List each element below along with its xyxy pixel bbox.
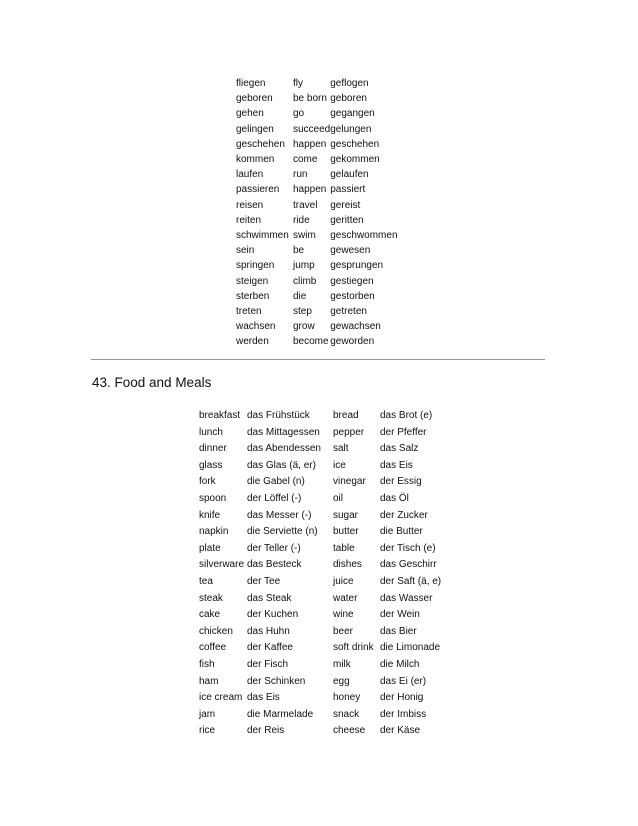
- food-row: [199, 707, 460, 724]
- verb-english: travel: [293, 199, 318, 211]
- food-german: die Marmelade: [247, 708, 314, 720]
- food-german: der Essig: [380, 476, 422, 488]
- food-german: das Abendessen: [247, 443, 321, 455]
- verb-row: [236, 122, 410, 137]
- food-english: pepper: [333, 426, 365, 438]
- verb-row: [236, 198, 410, 213]
- verb-row: [236, 76, 410, 91]
- verb-infinitive: geboren: [236, 93, 273, 105]
- food-german: die Butter: [380, 526, 423, 538]
- verb-infinitive: laufen: [236, 169, 264, 181]
- food-german: das Geschirr: [380, 559, 437, 571]
- verb-infinitive: treten: [236, 306, 262, 318]
- verb-english: grow: [293, 321, 315, 333]
- verb-row: [236, 182, 410, 197]
- food-german: der Kaffee: [247, 642, 293, 654]
- food-german: der Saft (ä, e): [380, 575, 442, 587]
- food-german: das Bier: [380, 625, 417, 637]
- food-row: [199, 674, 460, 691]
- verb-participle: gelungen: [330, 123, 372, 135]
- verb-infinitive: geschehen: [236, 138, 285, 150]
- verb-english: go: [293, 108, 305, 120]
- food-english: breakfast: [199, 410, 241, 421]
- food-german: das Eis: [247, 692, 280, 704]
- food-german: der Honig: [380, 692, 424, 704]
- verb-row: [236, 228, 410, 243]
- verb-row: [236, 91, 410, 106]
- food-english: wine: [333, 609, 354, 621]
- verb-row: [236, 289, 410, 304]
- verb-infinitive: sein: [236, 245, 255, 257]
- food-english: coffee: [199, 642, 227, 654]
- section-divider: [91, 359, 545, 360]
- food-german: der Tee: [247, 575, 281, 587]
- verb-participle: gelaufen: [330, 169, 369, 181]
- food-german: der Imbiss: [380, 708, 427, 720]
- food-english: sugar: [333, 509, 359, 521]
- verb-row: [236, 106, 410, 121]
- food-english: lunch: [199, 426, 223, 438]
- verb-participle: geflogen: [330, 78, 369, 89]
- food-english: egg: [333, 675, 350, 687]
- food-english: silverware: [199, 559, 245, 571]
- food-row: [199, 607, 460, 624]
- verb-english: be born: [293, 93, 327, 105]
- food-german: das Glas (ä, er): [247, 459, 316, 471]
- food-english: dinner: [199, 443, 227, 455]
- food-row: [199, 657, 460, 674]
- food-german: das Steak: [247, 592, 292, 604]
- verb-english: step: [293, 306, 312, 318]
- verb-english: happen: [293, 184, 327, 196]
- food-german: das Brot (e): [380, 410, 433, 421]
- food-german: die Milch: [380, 658, 420, 670]
- food-english: ice cream: [199, 692, 243, 704]
- verb-participle: gereist: [330, 199, 361, 211]
- food-german: das Wasser: [380, 592, 433, 604]
- verb-english: swim: [293, 230, 316, 242]
- verb-row: [236, 274, 410, 289]
- verb-english: ride: [293, 214, 310, 226]
- verb-english: climb: [293, 275, 317, 287]
- verb-english: fly: [293, 78, 303, 89]
- food-german: der Pfeffer: [380, 426, 427, 438]
- verb-participle: gesprungen: [330, 260, 384, 272]
- food-english: soft drink: [333, 642, 374, 654]
- food-english: chicken: [199, 625, 233, 637]
- food-english: steak: [199, 592, 223, 604]
- food-english: ham: [199, 675, 219, 687]
- food-english: plate: [199, 542, 221, 554]
- verb-english: jump: [293, 260, 315, 272]
- verb-participle: geschehen: [330, 138, 380, 150]
- verb-infinitive: gelingen: [236, 123, 274, 135]
- food-german: der Zucker: [380, 509, 428, 521]
- food-english: bread: [333, 410, 359, 421]
- verb-participle: gewachsen: [330, 321, 381, 333]
- food-german: das Huhn: [247, 625, 290, 637]
- food-english: water: [333, 592, 358, 604]
- verb-english: die: [293, 290, 307, 302]
- verb-participle: geschwommen: [330, 230, 398, 242]
- food-english: glass: [199, 459, 223, 471]
- food-row: [199, 425, 460, 442]
- food-english: honey: [333, 692, 361, 704]
- verb-infinitive: passieren: [236, 184, 280, 196]
- food-row: [199, 557, 460, 574]
- food-english: beer: [333, 625, 354, 637]
- food-english: rice: [199, 725, 216, 737]
- food-english: cake: [199, 609, 221, 621]
- food-english: spoon: [199, 492, 227, 504]
- food-english: dishes: [333, 559, 362, 571]
- food-german: die Gabel (n): [247, 476, 305, 488]
- verb-row: [236, 167, 410, 182]
- food-german: die Limonade: [380, 642, 441, 654]
- food-english: snack: [333, 708, 360, 720]
- verb-row: [236, 319, 410, 334]
- food-english: table: [333, 542, 355, 554]
- food-row: [199, 574, 460, 591]
- food-german: das Messer (-): [247, 509, 312, 521]
- food-german: der Schinken: [247, 675, 306, 687]
- food-row: [199, 690, 460, 707]
- food-english: jam: [199, 708, 216, 720]
- verb-row: [236, 304, 410, 319]
- food-german: das Mittagessen: [247, 426, 320, 438]
- food-english: vinegar: [333, 476, 366, 488]
- food-german: das Frühstück: [247, 410, 310, 421]
- food-row: [199, 408, 460, 425]
- section-heading: 43. Food and Meals: [92, 375, 212, 390]
- food-row: [199, 723, 460, 740]
- food-english: napkin: [199, 526, 229, 538]
- verb-participle: gewesen: [330, 245, 371, 257]
- food-row: [199, 591, 460, 608]
- food-german: das Besteck: [247, 559, 302, 571]
- food-english: butter: [333, 526, 359, 538]
- food-german: der Tisch (e): [380, 542, 436, 554]
- verb-participle: gekommen: [330, 154, 380, 166]
- food-german: der Fisch: [247, 658, 289, 670]
- food-german: das Ei (er): [380, 675, 427, 687]
- food-german: der Käse: [380, 725, 421, 737]
- verb-row: [236, 258, 410, 273]
- verb-row: [236, 137, 410, 152]
- verb-participle: getreten: [330, 306, 367, 318]
- food-german: der Teller (-): [247, 542, 301, 554]
- food-row: [199, 624, 460, 641]
- food-german: das Salz: [380, 443, 419, 455]
- verb-participle: geboren: [330, 93, 367, 105]
- food-english: tea: [199, 575, 213, 587]
- verb-table: [236, 76, 410, 350]
- food-german: der Löffel (-): [247, 492, 302, 504]
- food-english: milk: [333, 658, 351, 670]
- food-english: ice: [333, 459, 346, 471]
- verb-infinitive: wachsen: [236, 321, 276, 333]
- food-row: [199, 441, 460, 458]
- verb-participle: gestorben: [330, 290, 375, 302]
- food-table-body: [199, 408, 460, 740]
- food-english: juice: [333, 575, 354, 587]
- food-row: [199, 640, 460, 657]
- verb-participle: passiert: [330, 184, 366, 196]
- food-german: die Serviette (n): [247, 526, 318, 538]
- food-german: der Reis: [247, 725, 285, 737]
- food-row: [199, 508, 460, 525]
- verb-infinitive: gehen: [236, 108, 264, 120]
- verb-participle: gestiegen: [330, 275, 374, 287]
- verb-participle: geworden: [330, 336, 375, 348]
- food-row: [199, 491, 460, 508]
- verb-infinitive: springen: [236, 260, 275, 272]
- verb-infinitive: reiten: [236, 214, 262, 226]
- verb-infinitive: fliegen: [236, 78, 266, 89]
- verb-english: come: [293, 154, 318, 166]
- food-english: fork: [199, 476, 216, 488]
- verb-row: [236, 213, 410, 228]
- verb-english: succeed: [293, 123, 331, 135]
- food-row: [199, 524, 460, 541]
- verb-infinitive: sterben: [236, 290, 270, 302]
- verb-infinitive: reisen: [236, 199, 264, 211]
- food-english: salt: [333, 443, 349, 455]
- food-row: [199, 458, 460, 475]
- verb-english: run: [293, 169, 308, 181]
- food-english: knife: [199, 509, 221, 521]
- food-english: fish: [199, 658, 215, 670]
- verb-participle: geritten: [330, 214, 364, 226]
- food-vocabulary-table: [199, 408, 460, 740]
- food-german: der Wein: [380, 609, 420, 621]
- food-row: [199, 474, 460, 491]
- food-german: das Öl: [380, 492, 409, 504]
- food-german: der Kuchen: [247, 609, 299, 621]
- food-english: cheese: [333, 725, 366, 737]
- verb-english: happen: [293, 138, 327, 150]
- verb-row: [236, 243, 410, 258]
- verb-row: [236, 334, 410, 349]
- verb-infinitive: werden: [236, 336, 269, 348]
- verb-infinitive: kommen: [236, 154, 275, 166]
- verb-english: be: [293, 245, 305, 257]
- verb-participle: gegangen: [330, 108, 375, 120]
- food-english: oil: [333, 492, 344, 504]
- verb-table-body: [236, 76, 410, 350]
- verb-infinitive: schwimmen: [236, 230, 289, 242]
- food-german: das Eis: [380, 459, 413, 471]
- verb-infinitive: steigen: [236, 275, 269, 287]
- verb-english: become: [293, 336, 329, 348]
- verb-row: [236, 152, 410, 167]
- food-row: [199, 541, 460, 558]
